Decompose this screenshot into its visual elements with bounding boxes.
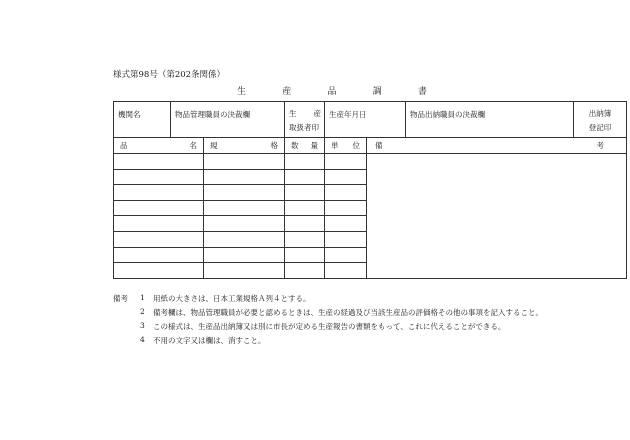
quantity-field[interactable] xyxy=(285,154,325,170)
specification-field[interactable] xyxy=(204,216,285,232)
item-name-field[interactable] xyxy=(114,169,204,185)
specification-field[interactable] xyxy=(204,169,285,185)
column-unit: 単 位 xyxy=(325,138,367,154)
agency-name-cell[interactable]: 機関名 xyxy=(114,102,171,138)
column-quantity: 数 量 xyxy=(285,138,325,154)
column-remarks: 備 考 xyxy=(367,138,627,154)
quantity-field[interactable] xyxy=(285,231,325,247)
form-number: 様式第98号（第202条関係） xyxy=(113,70,226,80)
column-item-name: 品 名 xyxy=(114,138,204,154)
specification-field[interactable] xyxy=(204,247,285,263)
title-char: 調 xyxy=(372,87,382,97)
item-name-field[interactable] xyxy=(114,247,204,263)
title-char: 品 xyxy=(327,87,337,97)
notes-label: 備考 xyxy=(113,294,128,303)
unit-field[interactable] xyxy=(325,185,367,201)
production-date-cell[interactable]: 生産年月日 xyxy=(325,102,406,138)
specification-field[interactable] xyxy=(204,231,285,247)
property-accountant-approval-cell[interactable]: 物品出納職員の決裁欄 xyxy=(406,102,574,138)
column-header-row xyxy=(114,138,627,154)
item-name-field[interactable] xyxy=(114,185,204,201)
specification-field[interactable] xyxy=(204,154,285,170)
title-char: 生 xyxy=(237,87,247,97)
specification-field[interactable] xyxy=(204,263,285,279)
quantity-field[interactable] xyxy=(285,169,325,185)
item-name-field[interactable] xyxy=(114,231,204,247)
production-form-table xyxy=(113,101,627,279)
title-char: 産 xyxy=(282,87,292,97)
item-name-field[interactable] xyxy=(114,154,204,170)
quantity-field[interactable] xyxy=(285,263,325,279)
remarks-field[interactable] xyxy=(367,154,627,279)
item-name-field[interactable] xyxy=(114,200,204,216)
unit-field[interactable] xyxy=(325,154,367,170)
quantity-field[interactable] xyxy=(285,200,325,216)
table-row xyxy=(114,154,627,170)
unit-field[interactable] xyxy=(325,231,367,247)
item-name-field[interactable] xyxy=(114,263,204,279)
unit-field[interactable] xyxy=(325,169,367,185)
specification-field[interactable] xyxy=(204,185,285,201)
property-manager-approval-cell[interactable]: 物品管理職員の決裁欄 xyxy=(171,102,285,138)
header-row xyxy=(114,102,627,138)
ledger-seal-cell[interactable]: 出納簿 登記印 xyxy=(574,102,627,138)
unit-field[interactable] xyxy=(325,263,367,279)
unit-field[interactable] xyxy=(325,247,367,263)
quantity-field[interactable] xyxy=(285,247,325,263)
quantity-field[interactable] xyxy=(285,185,325,201)
item-name-field[interactable] xyxy=(114,216,204,232)
unit-field[interactable] xyxy=(325,200,367,216)
title-char: 書 xyxy=(417,87,427,97)
production-handler-seal-cell[interactable]: 生 産 取扱者印 xyxy=(285,102,325,138)
unit-field[interactable] xyxy=(325,216,367,232)
document-title xyxy=(237,84,427,97)
specification-field[interactable] xyxy=(204,200,285,216)
quantity-field[interactable] xyxy=(285,216,325,232)
column-specification: 規 格 xyxy=(204,138,285,154)
